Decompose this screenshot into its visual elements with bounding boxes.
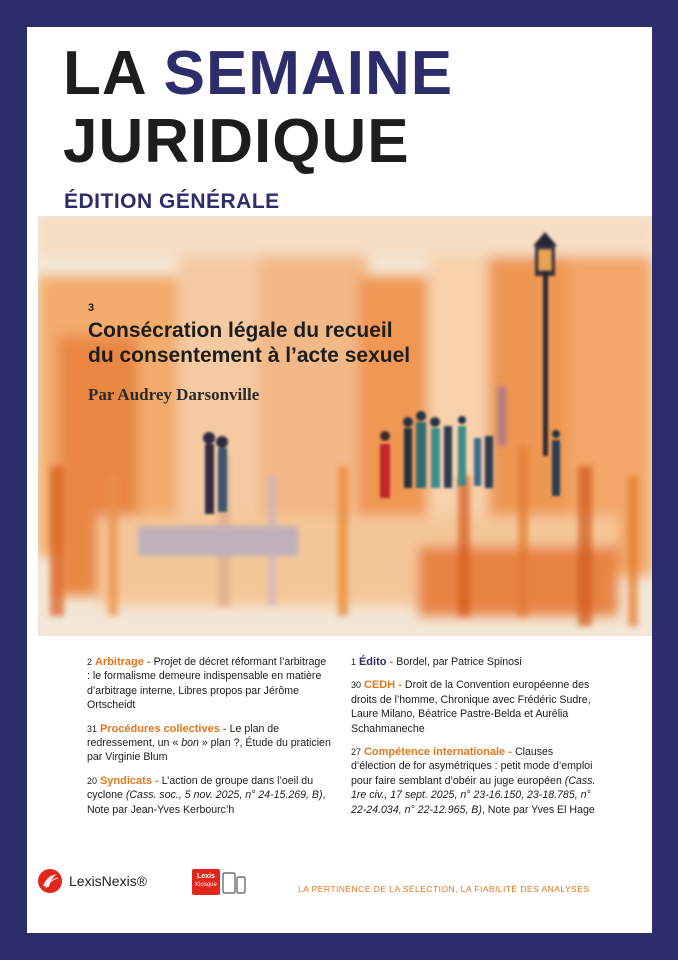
devices-icon [222,869,246,895]
toc-page-number: 27 [351,747,362,758]
toc-description: Bordel, par Patrice Spinosi [396,656,522,668]
masthead-title-word-la: LA [63,39,146,108]
toc-separator: - [219,722,230,735]
kiosque-logo [192,869,220,895]
toc-item-competence-internationale[interactable] [351,745,596,817]
toc-column-right [351,655,596,826]
toc-rubric: Compétence internationale [363,746,506,759]
toc-description: Droit de la Convention européenne des droits de l’homme, Chronique avec Frédéric Sudre, Laure Milano, Béatrice Pastre-Belda et Aurélia Schahmaneche [351,679,591,735]
masthead-title-line1 [63,39,454,108]
toc-description-end: , Note par Jean-Yves Kerbourc’h [87,789,326,816]
toc-description: Le plan de redressement, un « [87,722,280,750]
lead-article-author: Par Audrey Darsonville [88,385,260,404]
toc-rubric: Procédures collectives [99,722,220,735]
toc-page-number: 20 [87,775,98,786]
toc-description-citation: (Cass. soc., 5 nov. 2025, n° 24-15.269, B) [125,789,323,802]
lexisnexis-emblem-icon [37,868,63,894]
lexis-kiosque-badge[interactable] [192,869,246,895]
kiosque-label-bottom: Kiosque [195,882,217,888]
toc-description-citation: (Cass. 1re civ., 17 sept. 2025, n° 23-16.150, 23-18.785, n° 22-24.034, n° 22-12.965, B) [351,774,596,816]
edition-label: ÉDITION GÉNÉRALE [64,190,280,213]
masthead-title-line2: JURIDIQUE [63,107,410,176]
watercolor-painting [38,216,652,636]
publisher-name: LexisNexis® [69,873,148,889]
toc-description: Clauses d’élection de for asymétriques : petit mode d’emploi pour faire semblant d’obéir au juge européen [351,746,593,787]
toc-description-end: » plan ?, Étude du praticien par Virginie Blum [87,737,331,764]
lead-title-line2: du consentement à l’acte sexuel [88,344,411,367]
toc-item-procedures-collectives[interactable] [87,722,332,765]
toc-page-number: 2 [87,657,93,667]
toc-separator: - [151,774,162,787]
lead-article-number: 3 [88,302,95,314]
toc-separator: - [143,656,154,668]
toc-item-edito[interactable] [351,655,596,669]
toc-item-arbitrage[interactable] [87,655,332,713]
toc-description-end: , Note par Yves El Hage [481,803,595,816]
toc-separator: - [395,679,405,692]
toc-item-syndicats[interactable] [87,774,332,817]
toc-column-left [87,655,332,826]
toc-rubric: Syndicats [99,774,152,787]
cover-watercolor-illustration [38,216,652,636]
toc-rubric: Arbitrage [94,656,144,668]
lexisnexis-logo[interactable] [37,868,147,894]
lead-article-title[interactable] [88,318,548,368]
masthead-title-word-semaine: SEMAINE [163,39,454,108]
toc-page-number: 1 [351,657,357,667]
lead-title-line1: Consécration légale du recueil [88,319,393,342]
footer-tagline: LA PERTINENCE DE LA SÉLECTION, LA FIABILITÉ DES ANALYSES [298,884,590,894]
toc-rubric: CEDH [363,679,396,692]
kiosque-label-top: Lexis [197,873,215,880]
toc-separator: - [386,656,397,668]
toc-page-number: 31 [87,723,98,734]
toc-description-emphasis: bon [181,737,199,750]
toc-description: L’action de groupe dans l’oeil du cyclone [87,774,314,802]
toc-separator: - [505,746,515,759]
toc-item-cedh[interactable] [351,678,596,736]
toc-description: Projet de décret réformant l’arbitrage : le formalisme demeure indispensable en matière d’arbitrage interne, Libres propos par Jérôme Ortscheidt [87,656,327,712]
toc-rubric: Édito [358,656,387,668]
toc-page-number: 30 [351,680,362,691]
